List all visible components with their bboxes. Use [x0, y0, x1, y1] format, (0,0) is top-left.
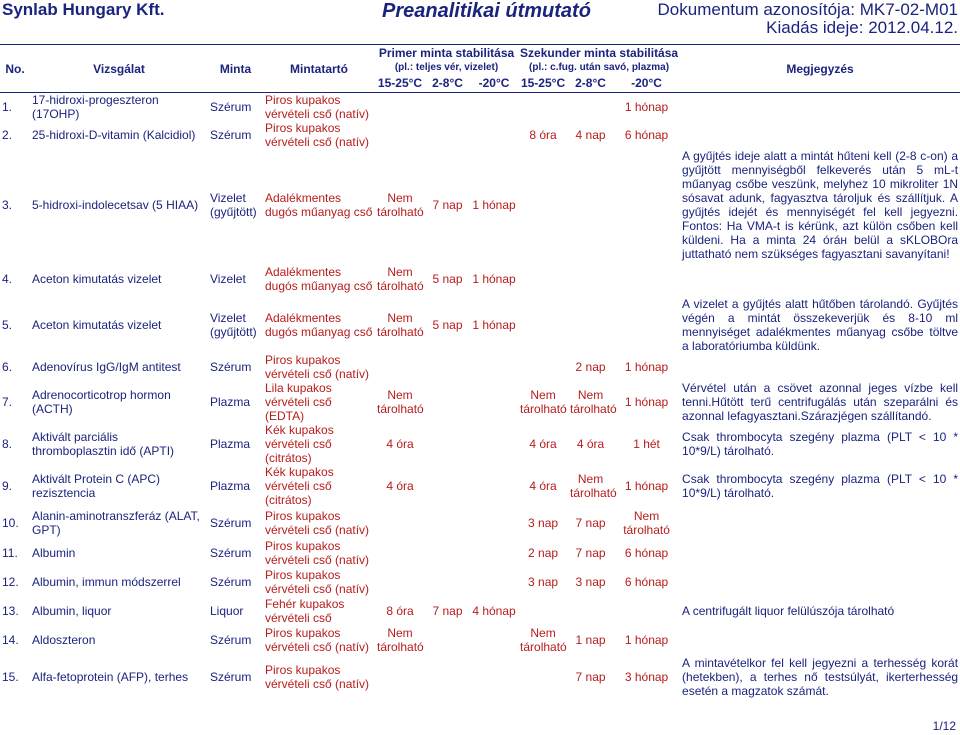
stability-s2 [568, 261, 613, 297]
test-name: Alanin-aminotranszferáz (ALAT, GPT) [32, 509, 200, 537]
row-number: 4. [2, 272, 13, 286]
test-name: Aldoszteron [32, 633, 96, 647]
stability-s1: 3 nap [528, 516, 559, 530]
row-number: 10. [2, 516, 19, 530]
table-row [0, 597, 960, 625]
stability-p3 [470, 121, 518, 149]
stability-p2 [425, 625, 470, 655]
container-type: Fehér kupakos vérvételi cső [265, 597, 345, 625]
stability-p2 [425, 465, 470, 507]
stability-s3: 1 hét [633, 437, 660, 451]
row-number: 3. [2, 198, 13, 212]
container-type: Piros kupakos vérvételi cső (natív) [265, 663, 370, 691]
note-text [680, 539, 960, 567]
note-text [680, 507, 960, 539]
container-type: Adalékmentes dugós műanyag cső [265, 191, 373, 219]
page-header [0, 0, 960, 44]
row-number: 15. [2, 670, 19, 684]
stability-s1: 8 óra [529, 128, 557, 142]
stability-p2 [425, 567, 470, 597]
stability-p2 [425, 655, 470, 699]
stability-s3 [613, 297, 680, 353]
sample-type: Szérum [210, 670, 252, 684]
sample-type: Szérum [210, 360, 252, 374]
stability-s2: 7 nap [575, 546, 606, 560]
row-number: 6. [2, 360, 13, 374]
stability-p3: 1 hónap [472, 198, 516, 212]
stability-p2 [425, 353, 470, 381]
stability-s2: Nem tárolható [570, 388, 617, 416]
container-type: Piros kupakos vérvételi cső (natív) [265, 353, 370, 381]
sample-type: Plazma [210, 395, 251, 409]
stability-p1 [375, 567, 425, 597]
stability-s2: 1 nap [575, 633, 606, 647]
stability-s2: 4 óra [576, 437, 605, 451]
stability-p1: 8 óra [386, 604, 414, 618]
stability-p3: 1 hónap [472, 272, 516, 286]
stability-p1 [375, 93, 425, 122]
stability-p1: 4 óra [386, 479, 414, 493]
container-type: Piros kupakos vérvételi cső (natív) [265, 509, 370, 537]
stability-p3 [470, 567, 518, 597]
container-type: Kék kupakos vérvételi cső (citrátos) [265, 465, 334, 507]
table-row [0, 261, 960, 297]
container-type: Piros kupakos vérvételi cső (natív) [265, 568, 370, 596]
stability-p3 [470, 465, 518, 507]
stability-p3 [470, 507, 518, 539]
note-text: Vérvétel után a csövet azonnal jeges vízbe kell tenni.Hűtött terű centrifugálás után szeparálni és azonnal lefagyasztani.Szárazjégen szállítandó. [682, 381, 959, 423]
table-row [0, 539, 960, 567]
stability-s3: 6 hónap [624, 575, 669, 589]
stability-s1 [518, 297, 568, 353]
container-type: Lila kupakos vérvételi cső (EDTA) [265, 381, 332, 423]
stability-s3: 1 hónap [624, 479, 669, 493]
test-name: Albumin, liquor [32, 604, 112, 618]
table-row [0, 297, 960, 353]
table-row [0, 121, 960, 149]
issue-date: Kiadás ideje: 2012.04.12. [766, 18, 958, 37]
note-text [680, 261, 960, 297]
temp-secondary-fridge: 2-8°C [568, 75, 613, 93]
stability-p1: Nem tárolható [377, 311, 424, 339]
stability-s1 [518, 149, 568, 261]
stability-s3 [613, 149, 680, 261]
table-row [0, 465, 960, 507]
stability-p2: 5 nap [432, 272, 463, 286]
stability-p1 [375, 507, 425, 539]
col-secondary: Szekunder minta stabilitása [520, 45, 679, 60]
note-text: A centrifugált liquor felülúszója tárolható [682, 604, 895, 618]
table-row [0, 93, 960, 122]
note-text [680, 625, 960, 655]
stability-p2 [425, 381, 470, 423]
col-no: No. [0, 45, 30, 93]
stability-s3: 1 hónap [624, 633, 669, 647]
stability-s1 [518, 655, 568, 699]
container-type: Adalékmentes dugós műanyag cső [265, 311, 373, 339]
sample-type: Szérum [210, 128, 252, 142]
row-number: 13. [2, 604, 19, 618]
stability-p3 [470, 539, 518, 567]
stability-s1: 4 óra [529, 479, 557, 493]
container-type: Piros kupakos vérvételi cső (natív) [265, 539, 370, 567]
test-name: Aceton kimutatás vizelet [32, 318, 162, 332]
stability-s2: 2 nap [575, 360, 606, 374]
test-name: Aktivált parciális thromboplasztin idő (APTI) [32, 430, 175, 458]
stability-p3: 4 hónap [472, 604, 516, 618]
note-text [680, 121, 960, 149]
row-number: 7. [2, 395, 13, 409]
container-type: Piros kupakos vérvételi cső (natív) [265, 626, 370, 654]
table-row [0, 381, 960, 423]
stability-s1: Nem tárolható [520, 388, 567, 416]
col-sample: Minta [208, 45, 263, 93]
sample-type: Vizelet [210, 272, 246, 286]
test-name: Albumin, immun módszerrel [32, 575, 181, 589]
col-test: Vizsgálat [30, 45, 208, 93]
sample-type: Szérum [210, 546, 252, 560]
stability-p1 [375, 655, 425, 699]
sample-type: Liquor [210, 604, 244, 618]
note-text [680, 93, 960, 122]
row-number: 8. [2, 437, 13, 451]
test-name: Aceton kimutatás vizelet [32, 272, 162, 286]
stability-s2: Nem tárolható [570, 472, 617, 500]
sample-type: Szérum [210, 100, 252, 114]
temp-secondary-freezer: -20°C [613, 75, 680, 93]
stability-p1: Nem tárolható [377, 388, 424, 416]
company-name: Synlab Hungary Kft. [2, 0, 165, 19]
sample-type: Plazma [210, 437, 251, 451]
stability-p2: 7 nap [432, 198, 463, 212]
stability-s2 [568, 597, 613, 625]
col-notes: Megjegyzés [680, 45, 960, 93]
stability-s3: 1 hónap [624, 100, 669, 114]
stability-p1 [375, 121, 425, 149]
sample-type: Szérum [210, 575, 252, 589]
stability-p1 [375, 353, 425, 381]
page-number: 1/12 [932, 719, 956, 733]
col-secondary-sub: (pl.: c.fug. után savó, plazma) [529, 61, 670, 73]
stability-p3 [470, 655, 518, 699]
stability-p2 [425, 121, 470, 149]
test-name: Adenovírus IgG/IgM antitest [32, 360, 181, 374]
stability-s1: 3 nap [528, 575, 559, 589]
stability-s2 [568, 297, 613, 353]
row-number: 2. [2, 128, 13, 142]
stability-s1 [518, 597, 568, 625]
stability-s2 [568, 149, 613, 261]
row-number: 9. [2, 479, 13, 493]
preanalytics-table [0, 44, 960, 699]
note-text: A mintavételkor fel kell jegyezni a terhesség korát (hetekben), a terhes nő testsúlyát, ikerterhesség esetén a magzatok számát. [682, 656, 959, 698]
container-type: Adalékmentes dugós műanyag cső [265, 265, 373, 293]
col-container: Mintatartó [263, 45, 375, 93]
table-row [0, 353, 960, 381]
stability-s3: 6 hónap [624, 546, 669, 560]
note-text: Csak thrombocyta szegény plazma (PLT < 10 * 10*9/L) tárolható. [682, 430, 959, 458]
stability-p3 [470, 93, 518, 122]
temp-primary-freezer: -20°C [470, 75, 518, 93]
temp-secondary-room: 15-25°C [518, 75, 568, 93]
table-row [0, 507, 960, 539]
stability-s1: 4 óra [529, 437, 557, 451]
stability-p2: 5 nap [432, 318, 463, 332]
stability-p2 [425, 93, 470, 122]
note-text: Csak thrombocyta szegény plazma (PLT < 10 * 10*9/L) tárolható. [682, 472, 959, 500]
note-text: A gyűjtés ideje alatt a mintát hűteni kell (2-8 c-on) a gyűjtött mennyiségből felkeverés után 5 mL-t műanyag csőbe veszünk, melyhez 10 mikroliter 1N sósavat adunk, fagyasztva tároljuk és szállítjuk. A gyűjtés idejét és mennyiségét fel kell jegyezni. Fontos: Ha VMA-t is kérünk, azt külön csőben kell küldeni. Ha a minta 24 óráн belül a sKLOBOra juttatható nem szükséges fagyasztani savanyítani! [682, 149, 959, 261]
stability-s2: 4 nap [575, 128, 606, 142]
stability-s3 [613, 597, 680, 625]
container-type: Piros kupakos vérvételi cső (natív) [265, 93, 370, 121]
stability-p3: 1 hónap [472, 318, 516, 332]
stability-s1: Nem tárolható [520, 626, 567, 654]
test-name: 25-hidroxi-D-vitamin (Kalcidiol) [32, 128, 196, 142]
row-number: 5. [2, 318, 13, 332]
stability-s1 [518, 261, 568, 297]
stability-p3 [470, 381, 518, 423]
test-name: Alfa-fetoprotein (AFP), terhes [32, 670, 189, 684]
note-text [680, 353, 960, 381]
stability-s3: 6 hónap [624, 128, 669, 142]
stability-s1 [518, 353, 568, 381]
col-primary-sub: (pl.: teljes vér, vizelet) [394, 61, 499, 73]
table-row [0, 149, 960, 261]
stability-s2: 7 nap [575, 670, 606, 684]
stability-s3: Nem tárolható [623, 509, 670, 537]
temp-primary-room: 15-25°C [375, 75, 425, 93]
test-name: Aktivált Protein C (APC) rezisztencia [32, 472, 161, 500]
container-type: Kék kupakos vérvételi cső (citrátos) [265, 423, 334, 465]
table-row [0, 655, 960, 699]
stability-p1: Nem tárolható [377, 626, 424, 654]
note-text [680, 567, 960, 597]
stability-s3: 1 hónap [624, 395, 669, 409]
stability-s2: 7 nap [575, 516, 606, 530]
table-row [0, 567, 960, 597]
stability-s1 [518, 93, 568, 122]
sample-type: Vizelet (gyűjtött) [210, 191, 257, 219]
test-name: 5-hidroxi-indolecetsav (5 HIAA) [32, 198, 199, 212]
row-number: 11. [2, 546, 18, 560]
row-number: 1. [2, 100, 13, 114]
sample-type: Plazma [210, 479, 251, 493]
temp-primary-fridge: 2-8°C [425, 75, 470, 93]
col-primary: Primer minta stabilitása [375, 45, 518, 61]
stability-p3 [470, 625, 518, 655]
stability-p1 [375, 539, 425, 567]
table-row [0, 625, 960, 655]
sample-type: Szérum [210, 633, 252, 647]
stability-p1: Nem tárolható [377, 265, 424, 293]
document-id: Dokumentum azonosítója: MK7-02-M01 [657, 0, 958, 19]
stability-p2 [425, 507, 470, 539]
stability-s3 [613, 261, 680, 297]
document-title: Preanalitikai útmutató [382, 0, 591, 22]
stability-s3: 3 hónap [624, 670, 669, 684]
stability-s2: 3 nap [575, 575, 606, 589]
stability-s2 [568, 93, 613, 122]
table-row [0, 423, 960, 465]
test-name: Adrenocorticotrop hormon (ACTH) [32, 388, 171, 416]
stability-p3 [470, 423, 518, 465]
test-name: Albumin [32, 546, 76, 560]
stability-p1: Nem tárolható [377, 191, 424, 219]
stability-s1: 2 nap [528, 546, 559, 560]
sample-type: Vizelet (gyűjtött) [210, 311, 257, 339]
row-number: 14. [2, 633, 19, 647]
row-number: 12. [2, 575, 19, 589]
stability-p1: 4 óra [386, 437, 414, 451]
test-name: 17-hidroxi-progeszteron (17OHP) [32, 93, 159, 121]
note-text: A vizelet a gyűjtés alatt hűtőben tárolandó. Gyűjtés végén a mintát összekeverjük és 8-10 ml mennyiséget adalékmentes műanyag csőbe töltve a laboratóriumba küldünk. [682, 297, 959, 353]
stability-p2 [425, 423, 470, 465]
container-type: Piros kupakos vérvételi cső (natív) [265, 121, 370, 149]
stability-p2: 7 nap [432, 604, 463, 618]
stability-p2 [425, 539, 470, 567]
stability-s3: 1 hónap [624, 360, 669, 374]
stability-p3 [470, 353, 518, 381]
sample-type: Szérum [210, 516, 252, 530]
